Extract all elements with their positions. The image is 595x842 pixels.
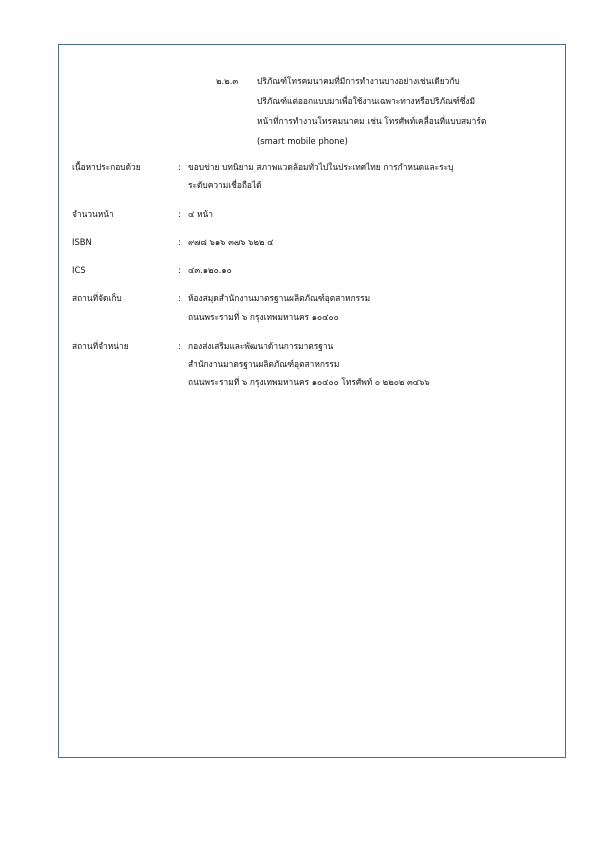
section-line-1: ปริภัณฑ์โทรคมนาคมที่มีการทำงานบางอย่างเช่นเดียวกับ [257, 76, 460, 86]
field-value-ics: ๔๓.๑๒๐.๑๐ [188, 265, 232, 275]
field-colon: : [178, 341, 181, 351]
field-value-storage-1: ห้องสมุดสำนักงานมาตรฐานผลิตภัณฑ์อุตสาหกรรม [188, 293, 371, 303]
field-colon: : [178, 209, 181, 219]
field-colon: : [178, 162, 181, 172]
field-label-isbn: ISBN [72, 237, 92, 247]
field-label-storage: สถานที่จัดเก็บ [72, 293, 122, 303]
field-value-distribution-2: สำนักงานมาตรฐานผลิตภัณฑ์อุตสาหกรรม [188, 359, 340, 369]
field-value-storage-2: ถนนพระรามที่ ๖ กรุงเทพมหานคร ๑๐๔๐๐ [188, 312, 339, 322]
field-label-distribution: สถานที่จำหน่าย [72, 341, 129, 351]
field-value-distribution-1: กองส่งเสริมและพัฒนาด้านการมาตรฐาน [188, 341, 334, 351]
field-value-contents-1: ขอบข่าย บทนิยาม สภาพแวดล้อมทั่วไปในประเทศไทย การกำหนดและระบุ [188, 162, 454, 172]
section-number: ๒.๒.๓ [216, 76, 239, 86]
field-colon: : [178, 237, 181, 247]
section-line-4: (smart mobile phone) [257, 136, 348, 146]
page-border [58, 44, 566, 758]
section-line-3: หน้าที่การทำงานโทรคมนาคม เช่น โทรศัพท์เคลื่อนที่แบบสมาร์ต [257, 116, 487, 126]
field-label-ics: ICS [72, 265, 86, 275]
field-value-isbn: ๙๗๘ ๖๑๖ ๓๗๖ ๖๒๒ ๔ [188, 237, 274, 247]
field-label-contents: เนื้อหาประกอบด้วย [72, 162, 141, 172]
field-colon: : [178, 293, 181, 303]
field-value-distribution-3: ถนนพระรามที่ ๖ กรุงเทพมหานคร ๑๐๔๐๐ โทรศัพท์ ๐ ๒๒๐๒ ๓๔๖๖ [188, 377, 430, 387]
field-value-contents-2: ระดับความเชื่อถือได้ [188, 180, 262, 190]
field-colon: : [178, 265, 181, 275]
section-line-2: ปริภัณฑ์แต่ออกแบบมาเพื่อใช้งานเฉพาะทางหรือปริภัณฑ์ซึ่งมี [257, 96, 475, 106]
field-value-pages: ๔ หน้า [188, 209, 213, 219]
field-label-pages: จำนวนหน้า [72, 209, 114, 219]
